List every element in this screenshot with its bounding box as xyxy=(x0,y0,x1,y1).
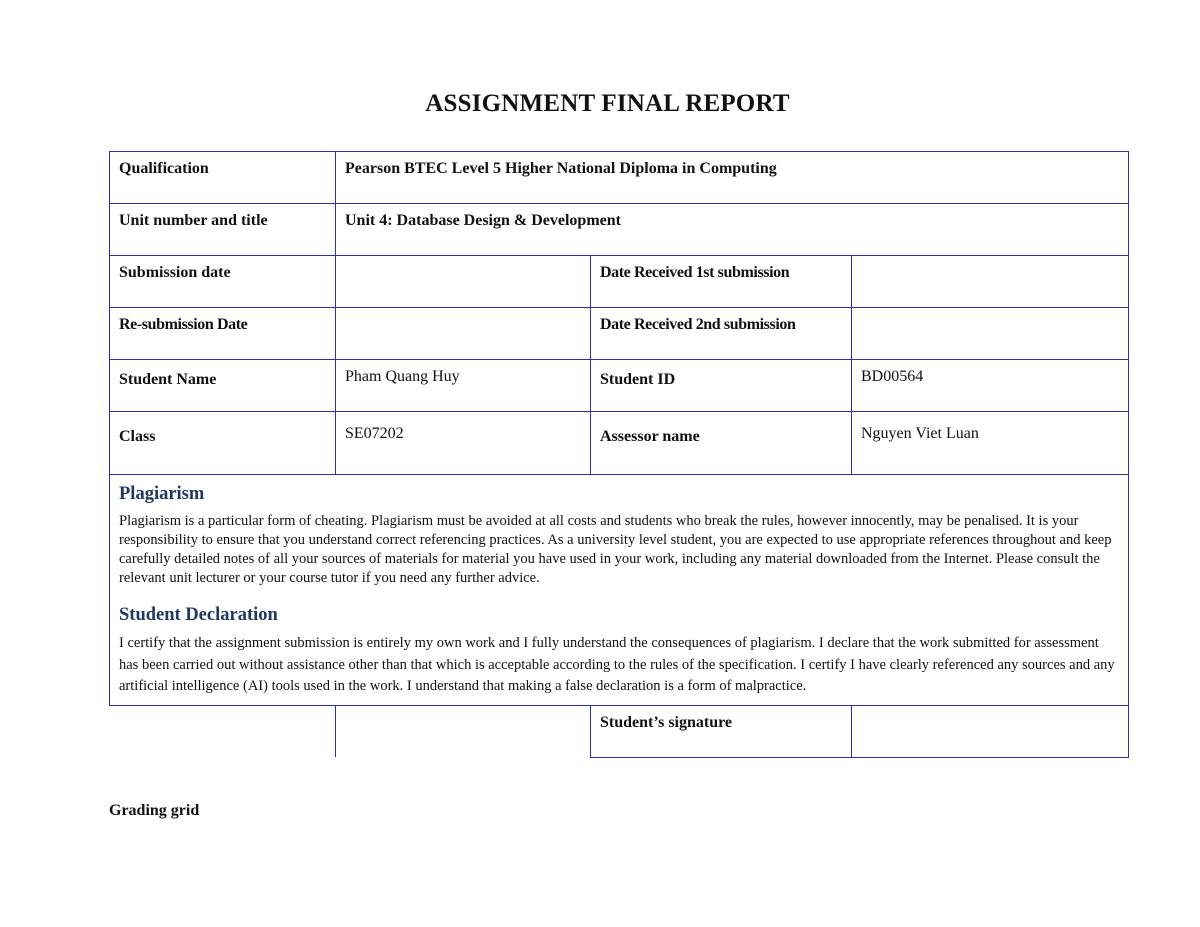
unit-row xyxy=(110,204,1129,256)
submission-date-row xyxy=(110,256,1129,308)
date-received-1-label: Date Received 1st submission xyxy=(591,256,852,308)
class-label: Class xyxy=(110,412,336,475)
student-declaration-heading: Student Declaration xyxy=(119,605,278,625)
student-name-field[interactable]: Pham Quang Huy xyxy=(336,360,591,412)
resubmission-date-row xyxy=(110,308,1129,360)
assignment-info-table xyxy=(109,151,1129,758)
class-row xyxy=(110,412,1129,475)
unit-value[interactable]: Unit 4: Database Design & Development xyxy=(336,204,1129,256)
declaration-cell xyxy=(110,475,1129,706)
student-id-field[interactable]: BD00564 xyxy=(852,360,1129,412)
class-field[interactable]: SE07202 xyxy=(336,412,591,475)
submission-date-label: Submission date xyxy=(110,256,336,308)
qualification-value[interactable]: Pearson BTEC Level 5 Higher National Diploma in Computing xyxy=(336,152,1129,204)
date-received-2-field[interactable] xyxy=(852,308,1129,360)
date-received-2-label: Date Received 2nd submission xyxy=(591,308,852,360)
declaration-row xyxy=(110,475,1129,706)
submission-date-field[interactable] xyxy=(336,256,591,308)
assessor-field[interactable]: Nguyen Viet Luan xyxy=(852,412,1129,475)
student-declaration-text: I certify that the assignment submission is entirely my own work and I fully understand the consequences of plagiarism. I declare that the work submitted for assessment has been carried out without assistance other than that which is acceptable according to the rules of the specification. I certify I have clearly referenced any sources and any artificial intelligence (AI) tools used in the work. I understand that making a false declaration is a form of malpractice. xyxy=(119,635,1115,694)
resubmission-date-label: Re-submission Date xyxy=(110,308,336,360)
student-id-label: Student ID xyxy=(591,360,852,412)
signature-row xyxy=(110,705,1129,757)
signature-spacer xyxy=(110,705,336,757)
document-title: ASSIGNMENT FINAL REPORT xyxy=(425,90,790,117)
grading-grid-heading: Grading grid xyxy=(109,802,200,819)
plagiarism-heading: Plagiarism xyxy=(119,484,205,504)
date-received-1-field[interactable] xyxy=(852,256,1129,308)
student-name-label: Student Name xyxy=(110,360,336,412)
assessor-label: Assessor name xyxy=(591,412,852,475)
qualification-label: Qualification xyxy=(110,152,336,204)
signature-spacer xyxy=(336,705,591,757)
resubmission-date-field[interactable] xyxy=(336,308,591,360)
signature-label: Student’s signature xyxy=(591,705,852,757)
plagiarism-text: Plagiarism is a particular form of cheating. Plagiarism must be avoided at all costs and students who break the rules, however innocently, may be penalised. It is your responsibility to ensure that you understand correct referencing practices. As a university level student, you are expected to use appropriate references throughout and keep carefully detailed notes of all your sources of materials for material you have used in your work, including any material downloaded from the Internet. Please consult the relevant unit lecturer or your course tutor if you need any further advice. xyxy=(119,513,1112,586)
signature-field[interactable] xyxy=(852,705,1129,757)
student-row xyxy=(110,360,1129,412)
unit-label: Unit number and title xyxy=(110,204,336,256)
qualification-row xyxy=(110,152,1129,204)
